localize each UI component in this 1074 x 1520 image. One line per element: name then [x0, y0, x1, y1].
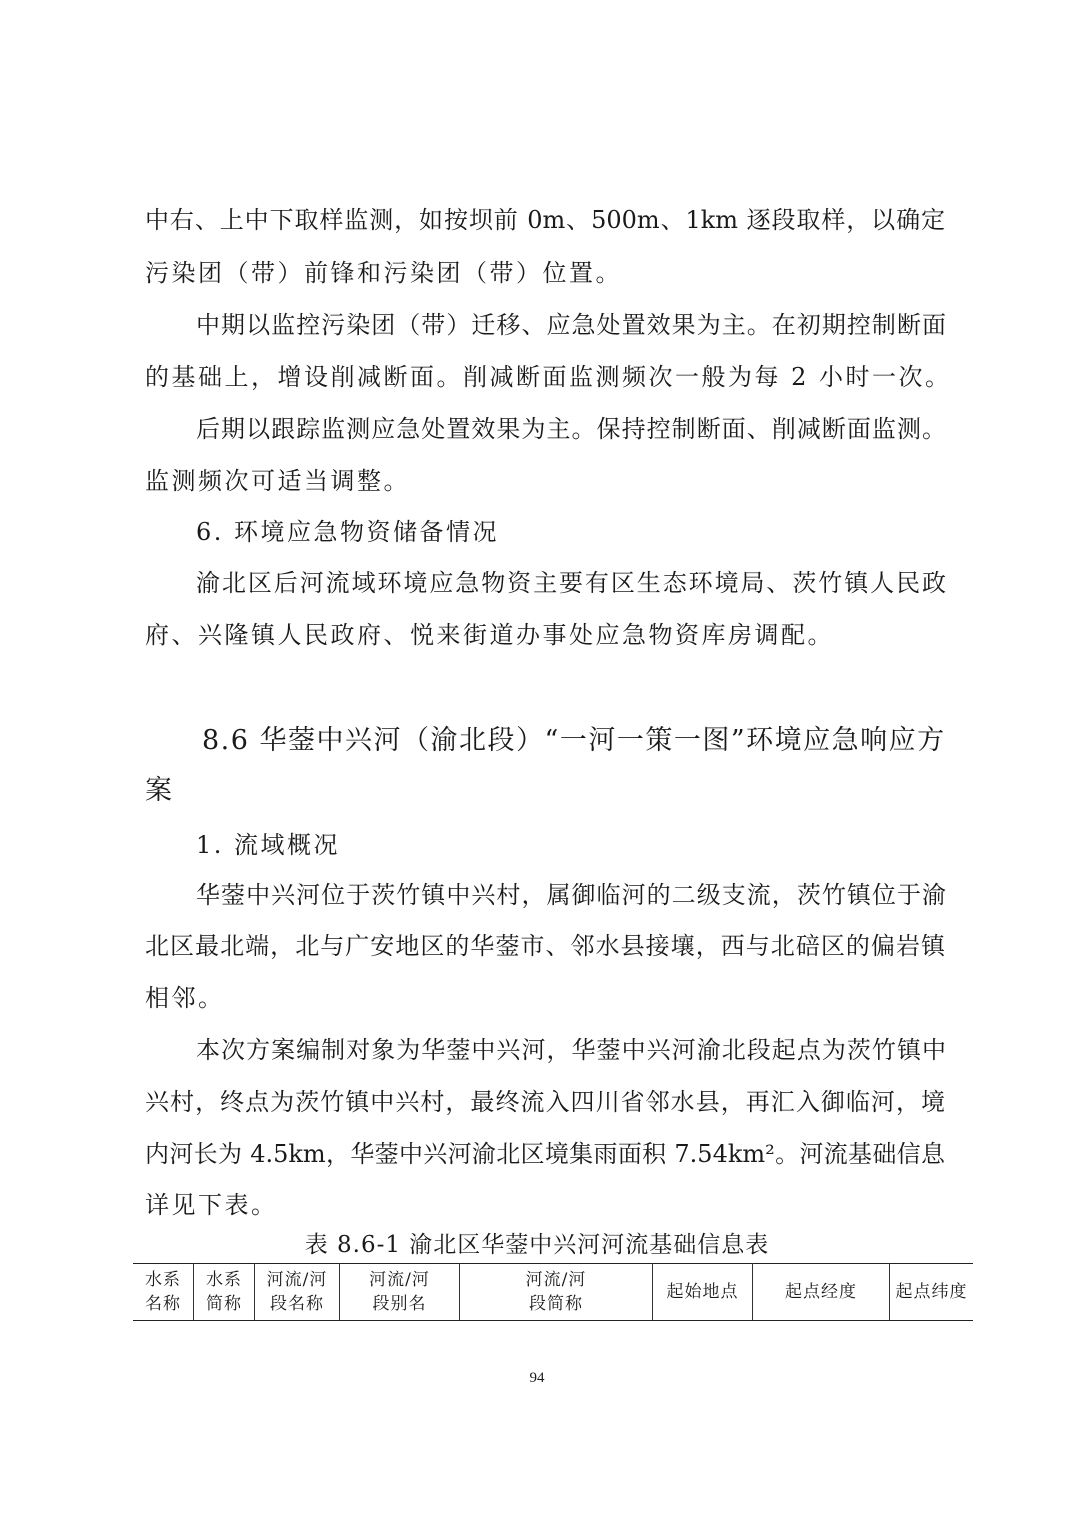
list-heading: 1. 流域概况 — [196, 831, 341, 859]
header-cell: 起始地点 — [653, 1264, 753, 1321]
body-line: 监测频次可适当调整。 — [145, 467, 410, 495]
header-cell: 河流/河 段别名 — [340, 1264, 460, 1321]
body-line: 渝北区后河流域环境应急物资主要有区生态环境局、茨竹镇人民政 — [196, 569, 946, 597]
header-cell: 起点经度 — [753, 1264, 890, 1321]
body-line: 后期以跟踪监测应急处置效果为主。保持控制断面、削减断面监测。 — [196, 415, 946, 443]
body-line: 北区最北端，北与广安地区的华蓥市、邻水县接壤，西与北碚区的偏岩镇 — [145, 932, 945, 960]
header-cell: 河流/河 段简称 — [460, 1264, 653, 1321]
section-heading-cont: 案 — [145, 775, 174, 806]
body-line: 污染团（带）前锋和污染团（带）位置。 — [145, 259, 622, 287]
body-line: 详见下表。 — [145, 1191, 278, 1219]
body-line: 中期以监控污染团（带）迁移、应急处置效果为主。在初期控制断面 — [196, 311, 946, 339]
body-line: 兴村，终点为茨竹镇中兴村，最终流入四川省邻水县，再汇入御临河，境 — [145, 1088, 945, 1116]
table-caption: 表 8.6-1 渝北区华蓥中兴河河流基础信息表 — [304, 1232, 770, 1258]
page-number: 94 — [529, 1370, 545, 1386]
table-header-row — [133, 1264, 973, 1321]
section-heading: 8.6 华蓥中兴河（渝北段）“一河一策一图”环境应急响应方 — [202, 725, 946, 756]
header-cell: 水系 名称 — [133, 1264, 194, 1321]
body-line: 中右、上中下取样监测，如按坝前 0m、500m、1km 逐段取样，以确定 — [145, 206, 945, 234]
body-line: 本次方案编制对象为华蓥中兴河，华蓥中兴河渝北段起点为茨竹镇中 — [196, 1036, 946, 1064]
body-line: 府、兴隆镇人民政府、悦来街道办事处应急物资库房调配。 — [145, 621, 834, 649]
body-line: 内河长为 4.5km，华蓥中兴河渝北区境集雨面积 7.54km²。河流基础信息 — [145, 1140, 945, 1168]
river-info-table — [133, 1263, 973, 1321]
body-line: 华蓥中兴河位于茨竹镇中兴村，属御临河的二级支流，茨竹镇位于渝 — [196, 881, 946, 909]
body-line: 的基础上，增设削减断面。削减断面监测频次一般为每 2 小时一次。 — [145, 363, 952, 391]
body-line: 相邻。 — [145, 984, 225, 1012]
header-cell: 河流/河 段名称 — [255, 1264, 340, 1321]
header-cell: 水系 简称 — [194, 1264, 255, 1321]
list-heading: 6. 环境应急物资储备情况 — [196, 518, 500, 546]
header-cell: 起点纬度 — [890, 1264, 974, 1321]
